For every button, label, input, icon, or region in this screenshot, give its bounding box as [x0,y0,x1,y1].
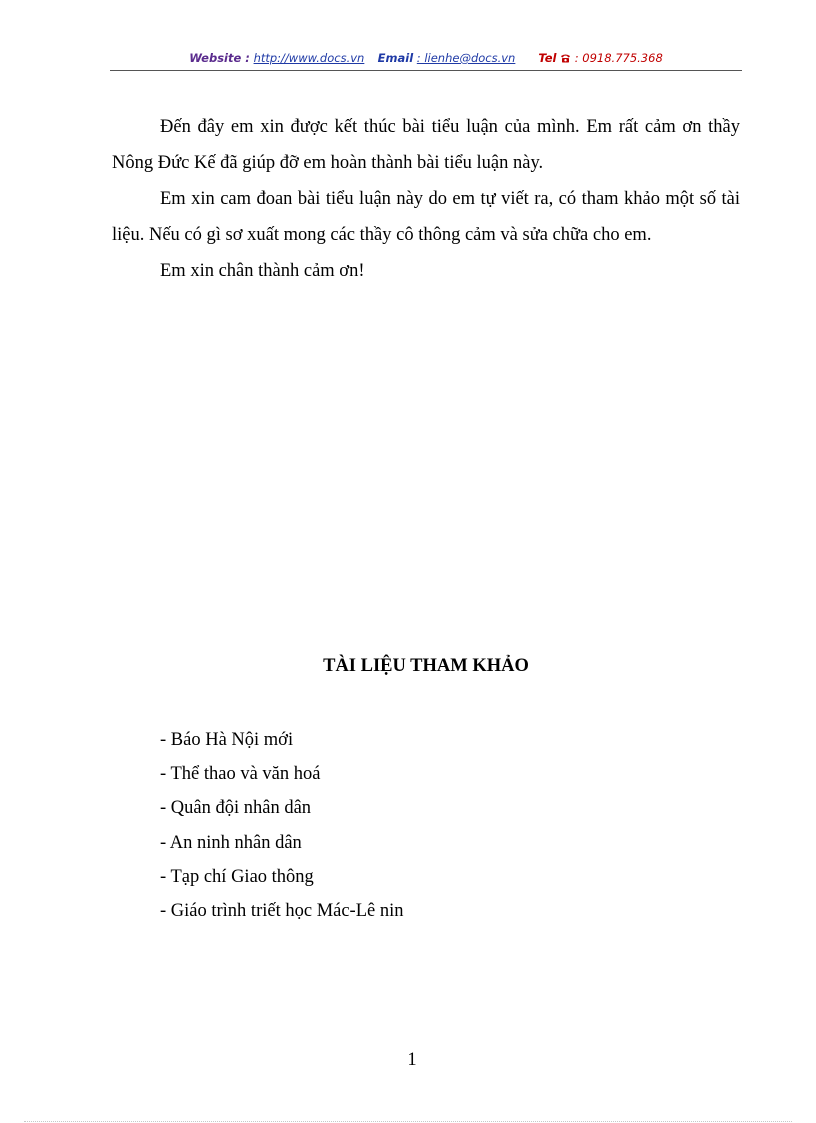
page-header [110,51,742,66]
tel-label: Tel [538,51,557,65]
references-list [160,723,404,928]
closing-text [112,109,740,289]
reference-item: - Tạp chí Giao thông [160,866,314,887]
references-title: TÀI LIỆU THAM KHẢO [323,656,529,676]
reference-item: - Thể thao và văn hoá [160,764,321,785]
page-number: 1 [407,1050,417,1070]
reference-item: - Quân đội nhân dân [160,798,312,819]
email-link[interactable]: : lienhe@docs.vn [416,51,516,65]
page-bottom-divider [24,1121,792,1122]
paragraph: Em xin cam đoan bài tiểu luận này do em tự viết ra, có tham khảo một số tài liệu. Nếu có gì sơ xuất mong các thầy cô thông cảm và sửa chữa cho em. [112,189,740,245]
paragraph: Đến đây em xin được kết thúc bài tiểu luận của mình. Em rất cảm ơn thầy Nông Đức Kế đã giúp đỡ em hoàn thành bài tiểu luận này. [112,117,740,173]
phone-icon [560,52,571,66]
email-label: Email [377,51,414,65]
reference-item: - An ninh nhân dân [160,832,302,853]
website-link[interactable]: http://www.docs.vn [253,51,365,65]
header-divider [110,70,742,71]
website-label: Website : [189,51,250,65]
reference-item: - Báo Hà Nội mới [160,730,294,750]
tel-value: : 0918.775.368 [574,51,663,65]
paragraph: Em xin chân thành cảm ơn! [160,261,365,281]
reference-item: - Giáo trình triết học Mác-Lê nin [160,901,404,922]
